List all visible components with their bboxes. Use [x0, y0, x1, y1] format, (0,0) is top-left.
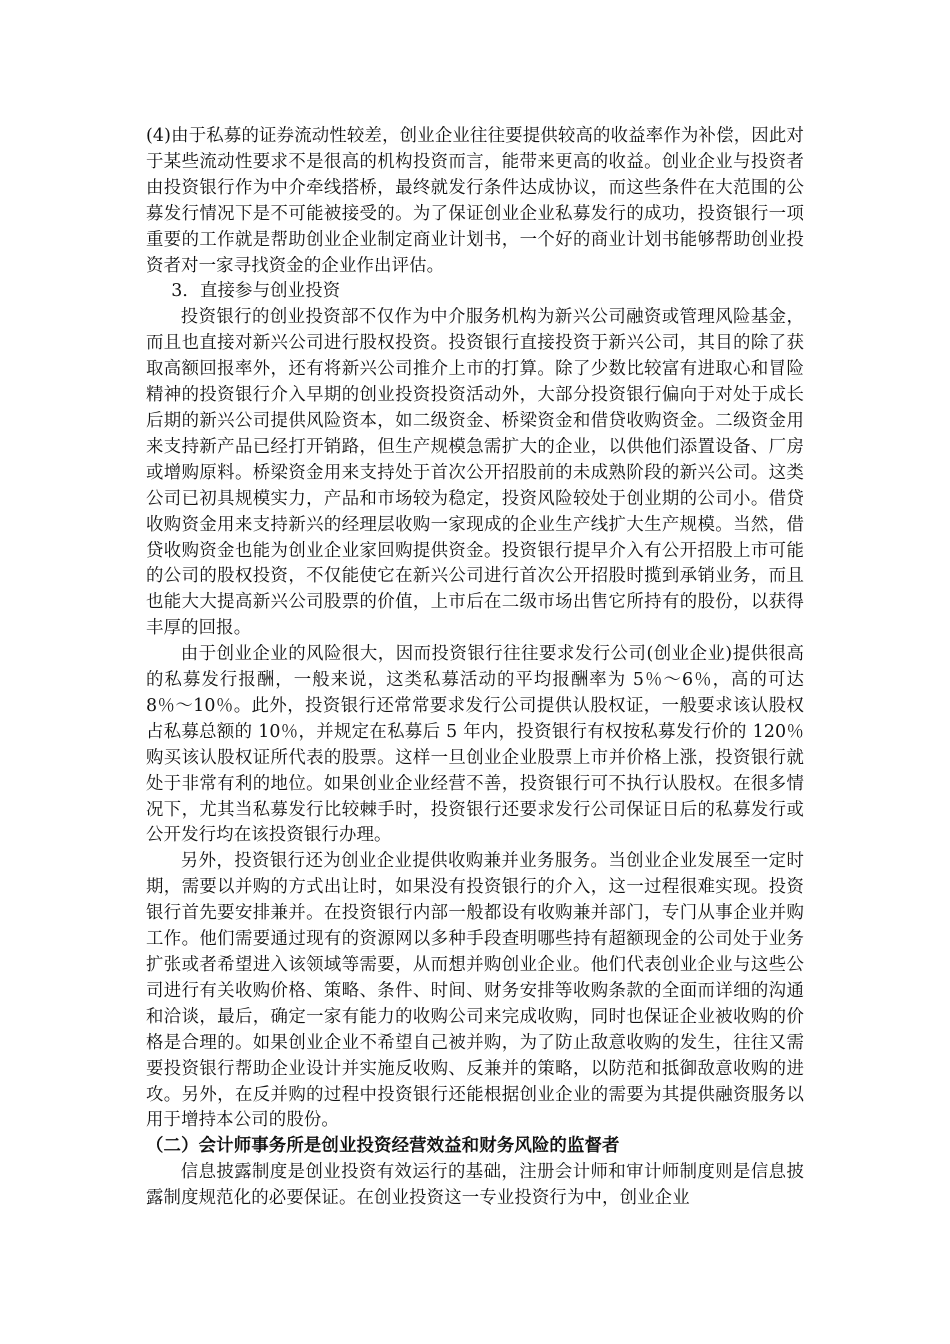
subheading-direct-participation: 3．直接参与创业投资 [171, 281, 341, 302]
document-page [146, 124, 804, 1212]
section-heading-accounting-firms: （二）会计师事务所是创业投资经营效益和财务风险的监督者 [146, 1136, 620, 1157]
paragraph-private-placement-liquidity: (4)由于私募的证券流动性较差，创业企业往往要提供较高的收益率作为补偿，因此对于某些流动性要求不是很高的机构投资而言，能带来更高的收益。创业企业与投资者由投资银行作为中介牵线搭桥，最终就发行条件达成协议，而这些条件在大范围的公募发行情况下是不可能被接受的。为了保证创业企业私募发行的成功，投资银行一项重要的工作就是帮助创业企业制定商业计划书，一个好的商业计划书能够帮助创业投资者对一家寻找资金的企业作出评估。 [146, 126, 804, 276]
paragraph-merger-acquisition-services: 另外，投资银行还为创业企业提供收购兼并业务服务。当创业企业发展至一定时期，需要以并购的方式出让时，如果没有投资银行的介入，这一过程很难实现。投资银行首先要安排兼并。在投资银行内部一般都设有收购兼并部门，专门从事企业并购工作。他们需要通过现有的资源网以多种手段查明哪些持有超额现金的公司处于业务扩张或者希望进入该领域等需要，从而想并购创业企业。他们代表创业企业与这些公司进行有关收购价格、策略、条件、时间、财务安排等收购条款的全面而详细的沟通和洽谈，最后，确定一家有能力的收购公司来完成收购，同时也保证企业被收购的价格是合理的。如果创业企业不希望自己被并购，为了防止敌意收购的发生，往往又需要投资银行帮助企业设计并实施反收购、反兼并的策略，以防范和抵御敌意收购的进攻。另外，在反并购的过程中投资银行还能根据创业企业的需要为其提供融资服务以用于增持本公司的股份。 [146, 851, 804, 1131]
paragraph-direct-equity-investment: 投资银行的创业投资部不仅作为中介服务机构为新兴公司融资或管理风险基金，而且也直接对新兴公司进行股权投资。投资银行直接投资于新兴公司，其目的除了获取高额回报率外，还有将新兴公司推介上市的打算。除了少数比较富有进取心和冒险精神的投资银行介入早期的创业投资投资活动外，大部分投资银行偏向于对处于成长后期的新兴公司提供风险资本，如二级资金、桥梁资金和借贷收购资金。二级资金用来支持新产品已经打开销路，但生产规模急需扩大的企业，以供他们添置设备、厂房或增购原料。桥梁资金用来支持处于首次公开招股前的未成熟阶段的新兴公司。这类公司已初具规模实力，产品和市场较为稳定，投资风险较处于创业期的公司小。借贷收购资金用来支持新兴的经理层收购一家现成的企业生产线扩大生产规模。当然，借贷收购资金也能为创业企业家回购提供资金。投资银行提早介入有公开招股上市可能的公司的股权投资，不仅能使它在新兴公司进行首次公开招股时揽到承销业务，而且也能大大提高新兴公司股票的价值，上市后在二级市场出售它所持有的股份，以获得丰厚的回报。 [146, 307, 804, 639]
paragraph-information-disclosure: 信息披露制度是创业投资有效运行的基础，注册会计师和审计师制度则是信息披露制度规范化的必要保证。在创业投资这一专业投资行为中，创业企业 [146, 1162, 804, 1209]
paragraph-private-placement-compensation: 由于创业企业的风险很大，因而投资银行往往要求发行公司(创业企业)提供很高的私募发行报酬，一般来说，这类私募活动的平均报酬率为 5％～6％，高的可达 8％～10％。此外，投资银行还常常要求发行公司提供认股权证，一般要求该认股权占私募总额的 10％，并规定在私募后 5 年内，投资银行有权按私募发行价的 120％购买该认股权证所代表的股票。这样一旦创业企业股票上市并价格上涨，投资银行就处于非常有利的地位。如果创业企业经营不善，投资银行可不执行认股权。在很多情况下，尤其当私募发行比较棘手时，投资银行还要求发行公司保证日后的私募发行或公开发行均在该投资银行办理。 [146, 644, 804, 846]
